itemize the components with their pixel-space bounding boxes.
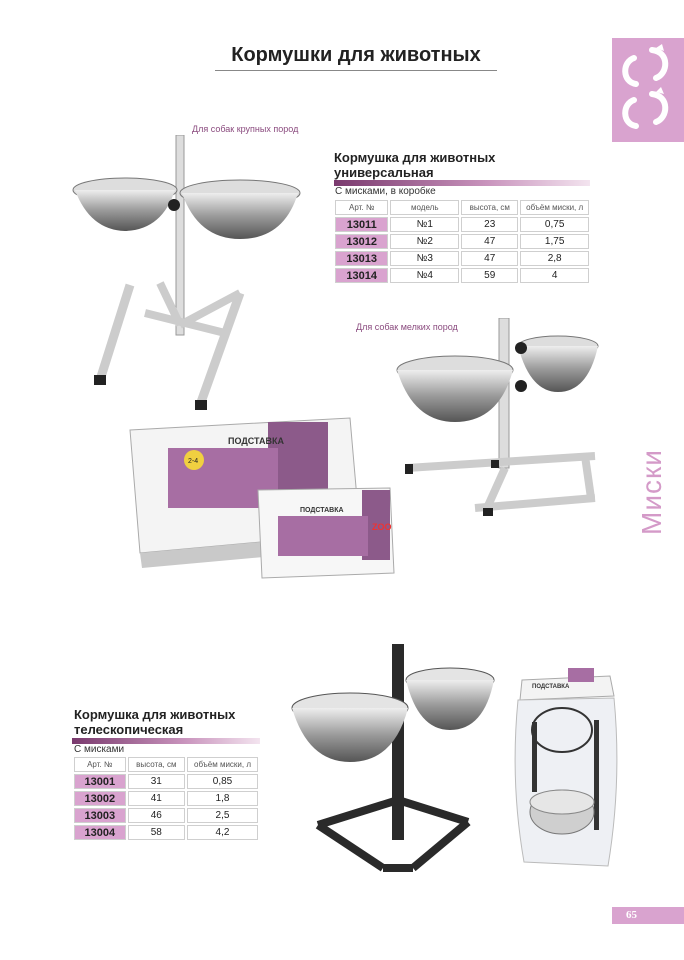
boxes-photo (128, 408, 408, 583)
product2-spec-table (72, 755, 260, 842)
caption-large-dogs: Для собак крупных пород (192, 124, 299, 134)
packaged-stand-photo (510, 662, 622, 872)
box-label-small: ПОДСТАВКА (300, 507, 344, 514)
table-row: 13002 41 1,8 (74, 791, 258, 806)
table-row: 13012 №2 47 1,75 (335, 234, 589, 249)
table-row: 13003 46 2,5 (74, 808, 258, 823)
product1-title: Кормушка для животных универсальная (334, 150, 496, 180)
box-badge: 2-4 (188, 458, 199, 465)
dog-head-icon (625, 50, 665, 84)
page-number: 65 (612, 907, 684, 924)
box-brand: ZOO (372, 522, 392, 532)
box-label: ПОДСТАВКА (228, 436, 284, 446)
product2-subtitle: С мисками (74, 744, 125, 755)
large-stand-photo (70, 135, 310, 415)
product1-spec-table (333, 198, 591, 285)
table-row: 13014 №4 59 4 (335, 268, 589, 283)
title-divider (215, 70, 497, 71)
product1-subtitle: С мисками, в коробке (335, 186, 436, 197)
table-row: 13001 31 0,85 (74, 774, 258, 789)
side-category-label: Миски (636, 449, 667, 535)
cat-head-icon (625, 94, 665, 126)
category-tab (612, 38, 684, 142)
table-header-row: Арт. № высота, см объём миски, л (74, 757, 258, 772)
small-stand-photo (395, 318, 605, 523)
table-row: 13004 58 4,2 (74, 825, 258, 840)
page-title: Кормушки для животных (231, 44, 481, 66)
pack-label: ПОДСТАВКА (532, 684, 570, 690)
table-row: 13013 №3 47 2,8 (335, 251, 589, 266)
caption-small-dogs: Для собак мелких пород (356, 322, 458, 332)
telescopic-stand-photo (288, 640, 498, 880)
table-row: 13011 №1 23 0,75 (335, 217, 589, 232)
table-header-row: Арт. № модель высота, см объём миски, л (335, 200, 589, 215)
product2-title: Кормушка для животных телескопическая (74, 707, 236, 737)
